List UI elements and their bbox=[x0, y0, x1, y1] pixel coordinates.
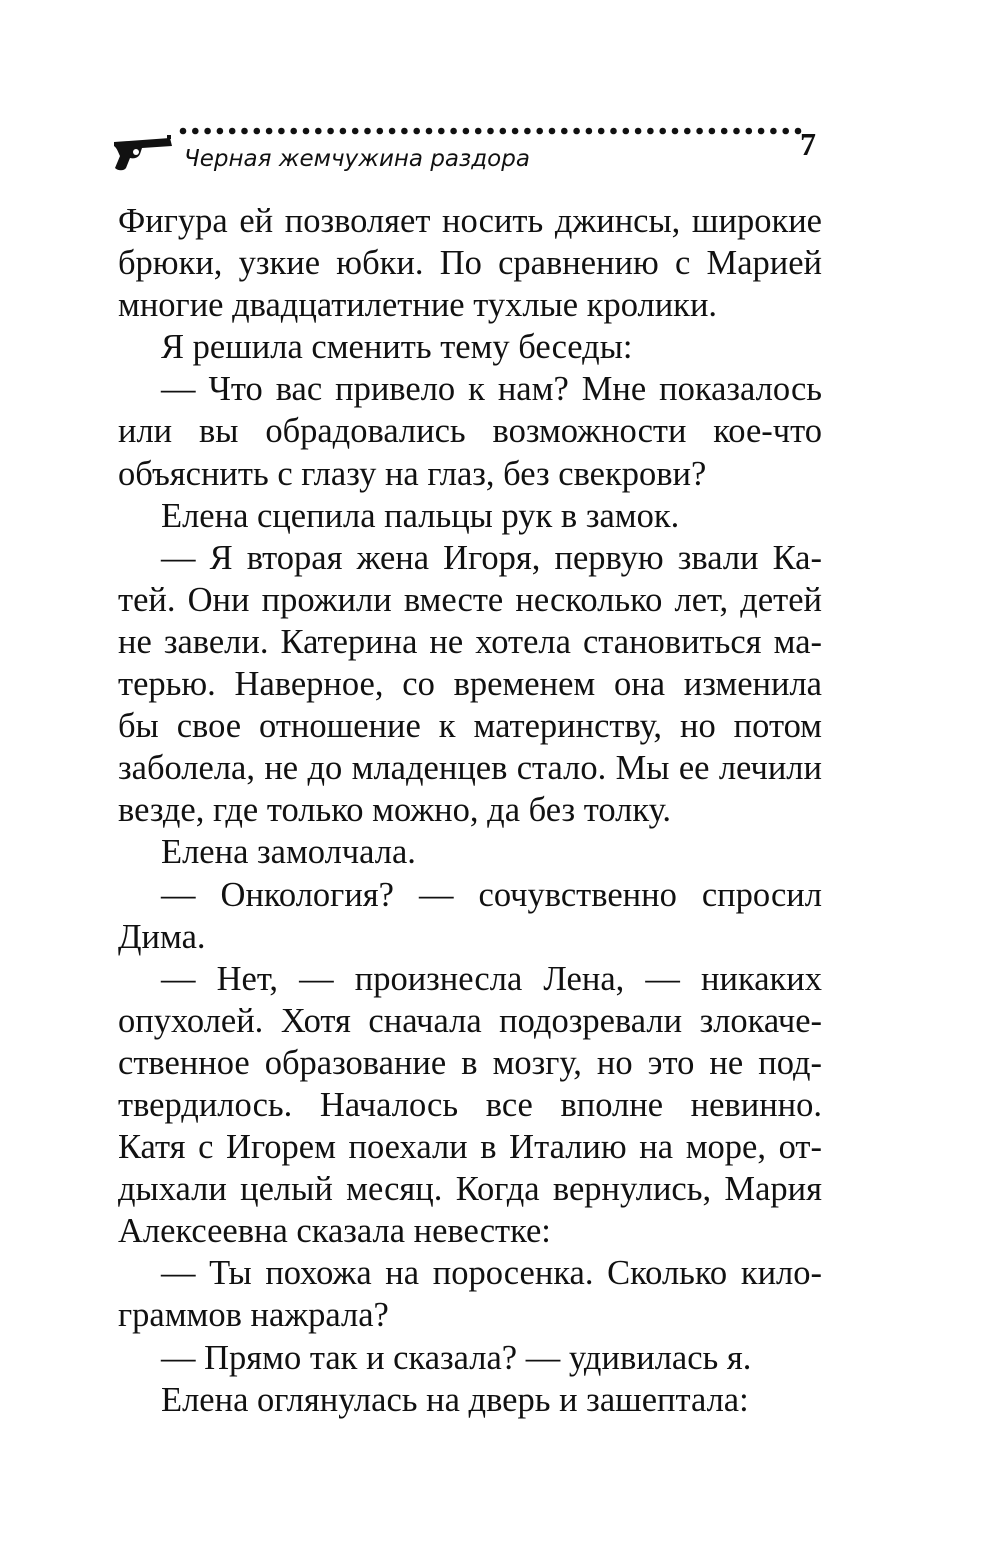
text-line: дыхали целый месяц. Когда вернулись, Мария bbox=[118, 1170, 822, 1209]
header-dotted-rule bbox=[178, 124, 808, 138]
text-line: объяснить с глазу на глаз, без свекрови? bbox=[118, 454, 707, 493]
text-line: везде, где только можно, да без толку. bbox=[118, 791, 672, 830]
running-header bbox=[112, 124, 832, 184]
text-line: — Ты похожа на поросенка. Сколько кило- bbox=[161, 1254, 822, 1293]
text-line: тей. Они прожили вместе несколько лет, детей bbox=[118, 580, 822, 619]
text-line: Алексеевна сказала невестке: bbox=[118, 1212, 551, 1251]
text-line: опухолей. Хотя сначала подозревали злокаче- bbox=[118, 1001, 822, 1040]
text-line: ственное образование в мозгу, но это не под- bbox=[118, 1043, 822, 1082]
revolver-icon bbox=[112, 132, 174, 172]
text-line: Елена замолчала. bbox=[161, 833, 416, 872]
text-line: Елена оглянулась на дверь и зашептала: bbox=[161, 1380, 749, 1419]
text-line: твердилось. Началось все вполне невинно. bbox=[118, 1085, 822, 1124]
book-title: Черная жемчужина раздора bbox=[184, 146, 530, 172]
text-line: или вы обрадовались возможности кое-что bbox=[118, 412, 822, 451]
text-line: бы свое отношение к материнству, но потом bbox=[118, 707, 822, 746]
text-line: Елена сцепила пальцы рук в замок. bbox=[161, 496, 680, 535]
text-line: — Онкология? — сочувственно спросил bbox=[161, 875, 822, 914]
text-line: — Нет, — произнесла Лена, — никаких bbox=[161, 959, 822, 998]
text-line: — Я вторая жена Игоря, первую звали Ка- bbox=[161, 538, 822, 577]
text-line: Фигура ей позволяет носить джинсы, широкие bbox=[118, 202, 822, 240]
page-number: 7 bbox=[800, 126, 816, 162]
text-line: Дима. bbox=[118, 917, 206, 956]
text-line: заболела, не до младенцев стало. Мы ее лечили bbox=[118, 749, 822, 788]
text-line: — Прямо так и сказала? — удивилась я. bbox=[161, 1338, 752, 1377]
text-line: терью. Наверное, со временем она изменила bbox=[118, 665, 822, 704]
text-line: брюки, узкие юбки. По сравнению с Марией bbox=[118, 244, 822, 283]
text-line: не завели. Катерина не хотела становиться ма- bbox=[118, 622, 822, 661]
text-line: граммов нажрала? bbox=[118, 1296, 389, 1335]
text-line: — Что вас привело к нам? Мне показалось bbox=[161, 370, 822, 409]
text-line: Я решила сменить тему беседы: bbox=[161, 328, 633, 367]
text-body bbox=[118, 200, 822, 1421]
text-line: многие двадцатилетние тухлые кролики. bbox=[118, 286, 718, 325]
text-line: Катя с Игорем поехали в Италию на море, от- bbox=[118, 1128, 822, 1167]
